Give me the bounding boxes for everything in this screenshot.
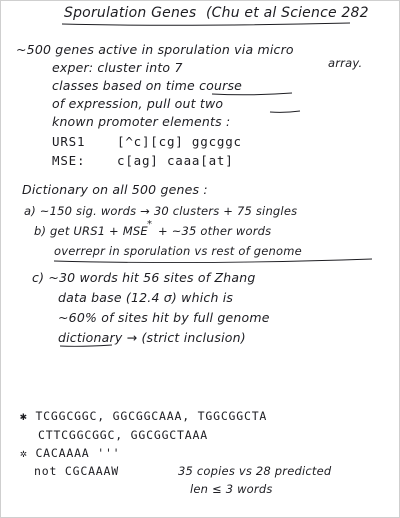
dictionary-item-b-rest: + ~35 other words <box>158 224 272 238</box>
two-underline <box>270 111 300 112</box>
dictionary-item-a: a) ~150 sig. words → 30 clusters + 75 singles <box>24 204 298 218</box>
intro-line-3: classes based on time course <box>52 78 243 93</box>
mse-label: MSE: <box>52 153 86 168</box>
dictionary-item-c-line2: data base (12.4 σ) which is <box>58 290 234 305</box>
dictionary-item-b-line2: overrepr in sporulation vs rest of genome <box>54 244 302 258</box>
dictionary-item-c-line4: dictionary → (strict inclusion) <box>58 330 246 345</box>
dictionary-item-c-line3: ~60% of sites hit by full genome <box>58 310 270 325</box>
mse-asterisk-icon: * <box>147 219 153 230</box>
mse-sequence: c[ag] caaa[at] <box>117 153 234 168</box>
dictionary-underline <box>60 345 112 346</box>
footnote-len: len ≤ 3 words <box>190 482 273 496</box>
footnote-star-1b: CTTCGGCGGC, GGCGGCTAAA <box>38 428 208 442</box>
course-underline <box>212 93 292 95</box>
urs1-sequence: [^c][cg] ggcggc <box>117 134 242 149</box>
citation: (Chu et al Science 282 <box>206 5 369 21</box>
page-title: Sporulation Genes <box>64 5 197 21</box>
intro-line-5: known promoter elements : <box>52 114 231 129</box>
footnote-not: not CGCAAAW <box>34 464 119 478</box>
dictionary-item-b-start: b) get URS1 + MSE <box>34 224 148 238</box>
title-underline <box>62 23 350 25</box>
intro-line-2: exper: cluster into 7 <box>52 60 183 75</box>
sporulation-underline <box>54 259 372 263</box>
dictionary-item-c-line1: c) ~30 words hit 56 sites of Zhang <box>32 270 256 285</box>
footnote-star-2: ✲ CACAAAA ''' <box>20 446 121 460</box>
intro-line-1b: array. <box>328 56 363 70</box>
intro-line-4: of expression, pull out two <box>52 96 224 111</box>
dictionary-heading: Dictionary on all 500 genes : <box>22 182 208 197</box>
footnote-copies: 35 copies vs 28 predicted <box>178 464 332 478</box>
footnote-star-1: ✱ TCGGCGGC, GGCGGCAAA, TGGCGGCTA <box>20 409 268 423</box>
intro-line-1: ~500 genes active in sporulation via micro <box>16 42 294 57</box>
urs1-label: URS1 <box>52 134 86 149</box>
